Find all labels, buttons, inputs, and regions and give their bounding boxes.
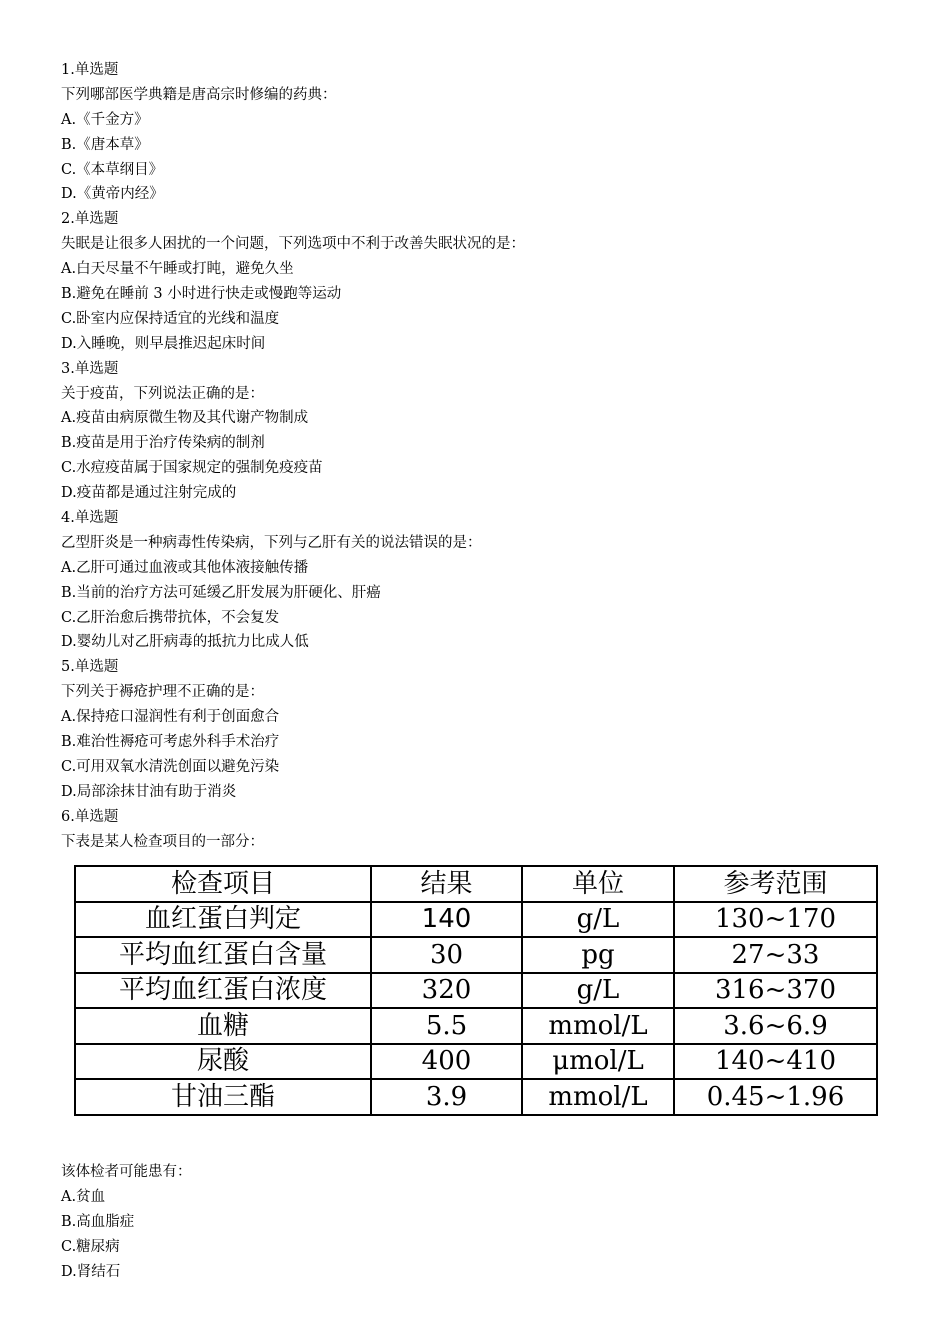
q1-option-c: C.《本草纲目》 [61,161,164,178]
q6-option-a: A.贫血 [61,1188,106,1205]
q5-option-a: A.保持疮口湿润性有利于创面愈合 [61,709,280,726]
q1-stem: 下列哪部医学典籍是唐高宗时修编的药典： [61,86,337,103]
table-header-row [75,866,877,902]
table-row [75,1008,877,1044]
lab-results-table [74,865,878,1116]
q3-option-d: D.疫苗都是通过注射完成的 [61,485,237,502]
q4-option-c: C.乙肝治愈后携带抗体，不会复发 [61,609,280,626]
cell-range: 130~170 [674,902,877,938]
cell-range: 140~410 [674,1044,877,1080]
header-unit: 单位 [522,866,674,902]
question-text-block [61,58,901,855]
q2-stem: 失眠是让很多人困扰的一个问题，下列选项中不利于改善失眠状况的是： [61,236,525,253]
cell-range: 27~33 [674,937,877,973]
q4-option-a: A.乙肝可通过血液或其他体液接触传播 [61,559,309,576]
table-row [75,973,877,1009]
cell-range: 316~370 [674,973,877,1009]
cell-item: 血糖 [75,1008,371,1044]
table-row [75,1044,877,1080]
cell-unit: mmol/L [522,1079,674,1115]
cell-item: 平均血红蛋白含量 [75,937,371,973]
q6-continuation [61,1160,901,1284]
q4-option-d: D.婴幼儿对乙肝病毒的抵抗力比成人低 [61,634,309,651]
q6-option-d: D.肾结石 [61,1263,121,1280]
cell-item: 尿酸 [75,1044,371,1080]
q5-stem: 下列关于褥疮护理不正确的是： [61,684,264,701]
q1-option-a: A.《千金方》 [61,111,149,128]
cell-result: 3.9 [371,1079,522,1115]
cell-result: 400 [371,1044,522,1080]
q1-heading: 1.单选题 [61,62,119,78]
q6-option-c: C.糖尿病 [61,1238,120,1255]
cell-unit: pg [522,937,674,973]
q1-option-d: D.《黄帝内经》 [61,186,164,203]
cell-unit: mmol/L [522,1008,674,1044]
q6-option-b: B.高血脂症 [61,1213,135,1230]
cell-item: 血红蛋白判定 [75,902,371,938]
q6-heading: 6.单选题 [61,808,119,825]
q4-option-b: B.当前的治疗方法可延缓乙肝发展为肝硬化、肝癌 [61,584,381,601]
lab-results-table-wrap [74,865,876,1116]
header-result: 结果 [371,866,522,902]
q3-option-a: A.疫苗由病原微生物及其代谢产物制成 [61,410,309,427]
q6-question: 该体检者可能患有： [61,1164,192,1180]
cell-result: 320 [371,973,522,1009]
q4-heading: 4.单选题 [61,510,119,527]
q2-option-a: A.白天尽量不午睡或打盹，避免久坐 [61,261,294,278]
cell-result: 5.5 [371,1008,522,1044]
q2-option-b: B.避免在睡前 3 小时进行快走或慢跑等运动 [61,286,342,303]
q4-stem: 乙型肝炎是一种病毒性传染病，下列与乙肝有关的说法错误的是： [61,534,482,551]
q5-option-d: D.局部涂抹甘油有助于消炎 [61,783,237,800]
cell-item: 平均血红蛋白浓度 [75,973,371,1009]
cell-result: 140 [371,902,522,938]
q1-option-b: B.《唐本草》 [61,136,149,153]
cell-item: 甘油三酯 [75,1079,371,1115]
table-row [75,937,877,973]
q5-heading: 5.单选题 [61,659,119,676]
cell-unit: μmol/L [522,1044,674,1080]
cell-unit: g/L [522,973,674,1009]
q6-stem: 下表是某人检查项目的一部分： [61,833,264,850]
q3-option-c: C.水痘疫苗属于国家规定的强制免疫疫苗 [61,460,323,477]
header-reference-range: 参考范围 [674,866,877,902]
header-item: 检查项目 [75,866,371,902]
q3-heading: 3.单选题 [61,360,119,377]
q3-option-b: B.疫苗是用于治疗传染病的制剂 [61,435,265,452]
cell-range: 0.45~1.96 [674,1079,877,1115]
q2-option-c: C.卧室内应保持适宜的光线和温度 [61,310,280,327]
q5-option-b: B.难治性褥疮可考虑外科手术治疗 [61,734,280,751]
cell-result: 30 [371,937,522,973]
cell-unit: g/L [522,902,674,938]
q3-stem: 关于疫苗，下列说法正确的是： [61,385,264,402]
q2-option-d: D.入睡晚，则早晨推迟起床时间 [61,335,266,352]
table-row [75,1079,877,1115]
q5-option-c: C.可用双氧水清洗创面以避免污染 [61,758,280,775]
table-row [75,902,877,938]
cell-range: 3.6~6.9 [674,1008,877,1044]
q2-heading: 2.单选题 [61,211,119,228]
